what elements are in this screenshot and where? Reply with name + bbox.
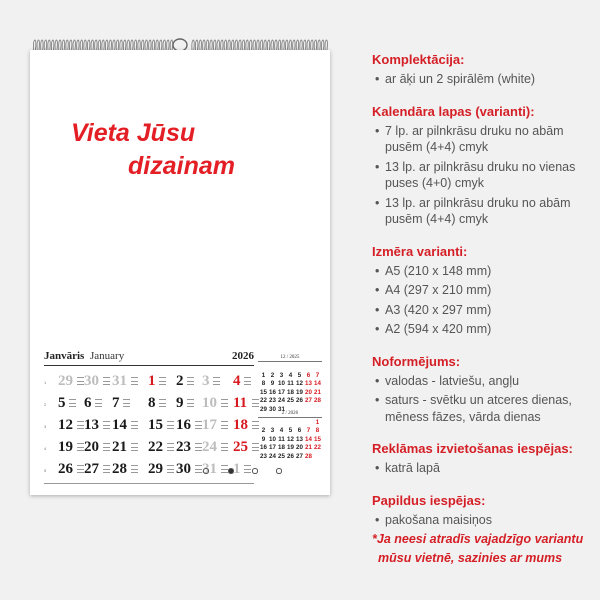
name-day-line: [123, 406, 130, 407]
mini-prev-day: 31: [278, 405, 285, 413]
section-item: [375, 123, 564, 156]
name-day-line: [221, 443, 228, 444]
calendar-day: 26: [58, 461, 73, 477]
section-item-text: pusēm (4+4) cmyk: [385, 140, 489, 154]
name-day-line: [103, 377, 110, 378]
section-item-text: valodas - latviešu, angļu: [385, 373, 520, 388]
mini-prev-day: 11: [287, 380, 294, 388]
name-day-line: [221, 428, 228, 429]
mini-prev-day: 21: [314, 388, 321, 396]
mini-next-day: 5: [288, 427, 293, 435]
mini-next-day: 18: [278, 444, 285, 452]
mini-next-day: 14: [305, 435, 312, 443]
bullet-icon: •: [375, 72, 380, 86]
week-number: 3: [44, 424, 47, 429]
section-item-line: [375, 409, 572, 426]
mini-prev-day: 28: [314, 397, 321, 405]
name-day-line: [221, 399, 228, 400]
calendar-day: 9: [176, 395, 184, 411]
name-day-line: [159, 381, 166, 382]
name-day-line: [252, 425, 259, 426]
calendar-day: 1: [233, 461, 241, 477]
design-placeholder-line1: Vieta Jūsu: [71, 119, 196, 147]
name-day-line: [77, 428, 84, 429]
section-item: [375, 263, 491, 280]
name-day-line: [252, 399, 259, 400]
name-day-line: [159, 406, 166, 407]
name-day-line: [221, 450, 228, 451]
section-item: [375, 512, 492, 529]
section-item-text: puses (4+0) cmyk: [385, 176, 484, 190]
mini-prev-day: 3: [279, 372, 284, 379]
section-item: [375, 71, 535, 88]
mini-prev-day: 29: [260, 405, 267, 413]
name-day-line: [221, 447, 228, 448]
name-day-line: [131, 377, 138, 378]
section-item: [375, 321, 491, 338]
footnote-line-1: *Ja neesi atradīs vajadzīgo variantu: [372, 532, 584, 546]
section-item: [375, 195, 571, 228]
calendar-day: 18: [233, 417, 248, 433]
name-day-line: [103, 384, 110, 385]
name-day-line: [131, 465, 138, 466]
mini-prev-day: 20: [305, 388, 312, 396]
section-item-text: A2 (594 x 420 mm): [385, 322, 492, 336]
name-day-line: [187, 384, 194, 385]
name-day-line: [167, 447, 174, 448]
mini-next-title: 2 / 2026: [258, 410, 322, 418]
name-day-line: [167, 443, 174, 444]
name-day-line: [103, 450, 110, 451]
name-day-line: [131, 421, 138, 422]
contact-footnote: [372, 530, 583, 568]
name-day-line: [213, 384, 220, 385]
name-day-line: [195, 425, 202, 426]
name-day-line: [77, 447, 84, 448]
section-heading: Komplektācija:: [372, 52, 465, 67]
week-number: 2: [44, 402, 47, 407]
name-day-line: [252, 406, 259, 407]
name-day-line: [221, 472, 228, 473]
name-day-line: [77, 381, 84, 382]
mini-prev-title: 12 / 2025: [258, 354, 322, 362]
section-item-line: [375, 175, 575, 192]
bullet-icon: •: [375, 322, 380, 336]
name-day-line: [167, 450, 174, 451]
name-day-line: [103, 425, 110, 426]
grid-bottom-rule: [44, 483, 254, 484]
mini-next-day: 2: [261, 427, 266, 435]
moon-phase-icon: [276, 468, 282, 474]
name-day-line: [167, 425, 174, 426]
name-day-line: [95, 403, 102, 404]
name-day-line: [123, 403, 130, 404]
bullet-icon: •: [375, 195, 380, 210]
mini-next-day: 7: [306, 427, 311, 435]
mini-next-day: 13: [296, 435, 303, 443]
moon-phase-icon: [228, 468, 234, 474]
section-item-line: [375, 263, 491, 280]
mini-next-day: 21: [305, 444, 312, 452]
bullet-icon: •: [375, 512, 380, 527]
footnote-line-2: mūsu vietnē, sazinies ar mums: [378, 551, 563, 565]
calendar-header: [44, 350, 254, 364]
mini-prev-day: 7: [315, 372, 320, 379]
mini-next-day: 6: [297, 427, 302, 435]
mini-prev-day: 18: [287, 388, 294, 396]
calendar-day: 25: [233, 439, 248, 455]
mini-prev-day: 24: [278, 397, 285, 405]
mini-prev-day: 23: [269, 397, 276, 405]
name-day-line: [187, 377, 194, 378]
mini-prev-day: 26: [296, 397, 303, 405]
bullet-icon: •: [375, 373, 380, 388]
mini-next-day: 8: [315, 427, 320, 435]
name-day-line: [195, 428, 202, 429]
calendar-day: 2: [176, 373, 184, 389]
calendar-day: 13: [84, 417, 99, 433]
section-item-line: [375, 302, 491, 319]
name-day-line: [244, 377, 251, 378]
calendar-day: 11: [233, 395, 248, 411]
name-day-line: [244, 472, 251, 473]
name-day-line: [195, 450, 202, 451]
mini-prev-day: 6: [306, 372, 311, 379]
mini-next-day: 4: [279, 427, 284, 435]
mini-prev-day: 8: [261, 380, 266, 388]
mini-next-day: 23: [260, 452, 267, 460]
name-day-line: [131, 381, 138, 382]
mini-prev-day: 13: [305, 380, 312, 388]
name-day-line: [103, 381, 110, 382]
name-day-line: [77, 465, 84, 466]
header-rule: [44, 365, 254, 366]
mini-next-day: 16: [260, 444, 267, 452]
bullet-icon: •: [375, 159, 380, 174]
calendar-day: 21: [112, 439, 127, 455]
section-heading: Noformējums:: [372, 353, 461, 369]
name-day-line: [167, 472, 174, 473]
name-day-line: [187, 399, 194, 400]
name-day-line: [77, 469, 84, 470]
name-day-line: [103, 443, 110, 444]
mini-prev-day: 15: [260, 388, 267, 396]
mini-next-day: 1: [315, 419, 320, 426]
section-item-text: katrā lapā: [385, 461, 440, 475]
name-day-line: [221, 403, 228, 404]
mini-next-day: 25: [278, 452, 285, 460]
calendar-day: 28: [112, 461, 127, 477]
name-day-line: [252, 447, 259, 448]
name-day-line: [252, 403, 259, 404]
mini-prev-day: 25: [287, 397, 294, 405]
mini-prev-day: 5: [297, 372, 302, 379]
section-item-text: 13 lp. ar pilnkrāsu druku no vienas: [385, 159, 576, 174]
name-day-line: [187, 406, 194, 407]
calendar-day: 30: [176, 461, 191, 477]
moon-phase-icon: [252, 468, 258, 474]
name-day-line: [103, 421, 110, 422]
name-day-line: [77, 425, 84, 426]
design-placeholder-line2: dizainam: [128, 152, 235, 180]
calendar-day: 23: [176, 439, 191, 455]
week-number: 1: [44, 380, 47, 385]
section-item: [375, 282, 491, 299]
mini-prev-day: 1: [261, 372, 266, 379]
section-item-line: [375, 512, 492, 529]
mini-next-day: 17: [269, 444, 276, 452]
week-number: 5: [44, 468, 47, 473]
calendar-day: 6: [84, 395, 92, 411]
name-day-line: [131, 450, 138, 451]
section-heading: Kalendāra lapas (varianti):: [372, 103, 535, 119]
calendar-day: 19: [58, 439, 73, 455]
calendar-day: 16: [176, 417, 191, 433]
calendar-day: 29: [58, 373, 73, 389]
name-day-line: [131, 469, 138, 470]
name-day-line: [244, 469, 251, 470]
section-item: [375, 460, 440, 477]
calendar-day: 15: [148, 417, 163, 433]
section-item-text: 13 lp. ar pilnkrāsu druku no abām: [385, 195, 571, 210]
section-item-line: [375, 211, 571, 228]
name-day-line: [252, 443, 259, 444]
name-day-line: [131, 384, 138, 385]
calendar-day: 27: [84, 461, 99, 477]
section-item-line: [375, 321, 491, 338]
mini-next-day: 24: [269, 452, 276, 460]
section-item-line: [375, 123, 564, 140]
calendar-day: 30: [84, 373, 99, 389]
name-day-line: [213, 377, 220, 378]
name-day-line: [213, 381, 220, 382]
name-day-line: [252, 450, 259, 451]
section-item-text: pusēm (4+4) cmyk: [385, 212, 489, 226]
section-item-line: [375, 392, 572, 409]
bullet-icon: •: [375, 263, 380, 278]
calendar-day: 20: [84, 439, 99, 455]
mini-prev-day: 22: [260, 397, 267, 405]
calendar-day: 29: [148, 461, 163, 477]
name-day-line: [103, 428, 110, 429]
name-day-line: [77, 384, 84, 385]
name-day-line: [131, 472, 138, 473]
name-day-line: [252, 428, 259, 429]
mini-prev-day: 4: [288, 372, 293, 379]
calendar-day: 31: [202, 461, 217, 477]
mini-next-day: 15: [314, 435, 321, 443]
name-day-line: [195, 465, 202, 466]
name-day-line: [221, 465, 228, 466]
name-day-line: [195, 472, 202, 473]
mini-next-day: 9: [261, 435, 266, 443]
week-number: 4: [44, 446, 47, 451]
calendar-day: 8: [148, 395, 156, 411]
name-day-line: [69, 399, 76, 400]
section-item-text: A5 (210 x 148 mm): [385, 263, 492, 278]
name-day-line: [131, 425, 138, 426]
name-day-line: [244, 384, 251, 385]
calendar-day: 3: [202, 373, 210, 389]
mini-next-day: 12: [287, 435, 294, 443]
name-day-line: [159, 399, 166, 400]
name-day-line: [195, 421, 202, 422]
name-day-line: [252, 421, 259, 422]
name-day-line: [244, 465, 251, 466]
mini-prev-day: 19: [296, 388, 303, 396]
mini-next-day: 22: [314, 444, 321, 452]
name-day-line: [159, 403, 166, 404]
section-item-text: saturs - svētku un atceres dienas,: [385, 393, 572, 407]
calendar-day: 12: [58, 417, 73, 433]
mini-prev-day: 12: [296, 380, 303, 388]
name-day-line: [77, 377, 84, 378]
name-day-line: [103, 447, 110, 448]
bullet-icon: •: [375, 461, 380, 475]
calendar-day: 24: [202, 439, 217, 455]
section-item-text: 7 lp. ar pilnkrāsu druku no abām: [385, 123, 564, 138]
moon-phase-icon: [203, 468, 209, 474]
section-item-line: [375, 195, 571, 212]
name-day-line: [103, 469, 110, 470]
section-item-text: pakošana maisiņos: [385, 512, 493, 527]
section-heading: Reklāmas izvietošanas iespējas:: [372, 441, 573, 456]
section-item-text: ar āķi un 2 spirālēm (white): [385, 72, 536, 86]
section-item: [375, 373, 519, 390]
calendar-grid: [30, 50, 330, 495]
mini-next-day: 10: [269, 435, 276, 443]
name-day-line: [187, 381, 194, 382]
name-day-line: [244, 381, 251, 382]
calendar-day: 10: [202, 395, 217, 411]
section-item-line: [375, 282, 491, 299]
mini-next-day: 26: [287, 452, 294, 460]
name-day-line: [167, 428, 174, 429]
calendar-day: 4: [233, 373, 241, 389]
name-day-line: [69, 406, 76, 407]
name-day-line: [167, 421, 174, 422]
mini-prev-day: 10: [278, 380, 285, 388]
bullet-icon: •: [375, 393, 380, 407]
name-day-line: [95, 406, 102, 407]
name-day-line: [187, 403, 194, 404]
name-day-line: [95, 399, 102, 400]
name-day-line: [103, 472, 110, 473]
section-item-text: A3 (420 x 297 mm): [385, 302, 492, 317]
calendar-year: 2026: [232, 350, 254, 362]
name-day-line: [167, 469, 174, 470]
section-heading: Izmēra varianti:: [372, 243, 468, 259]
calendar-day: 22: [148, 439, 163, 455]
mini-prev-day: 16: [269, 388, 276, 396]
name-day-line: [123, 399, 130, 400]
section-item-line: [375, 460, 440, 477]
name-day-line: [195, 469, 202, 470]
name-day-line: [221, 421, 228, 422]
name-day-line: [195, 447, 202, 448]
section-item-line: [375, 373, 519, 390]
mini-prev-day: 2: [270, 372, 275, 379]
name-day-line: [167, 465, 174, 466]
section-item-line: [375, 159, 575, 176]
mini-next-day: 27: [296, 452, 303, 460]
name-day-line: [131, 428, 138, 429]
name-day-line: [159, 377, 166, 378]
name-day-line: [221, 469, 228, 470]
bullet-icon: •: [375, 123, 380, 138]
section-item: [375, 302, 491, 319]
calendar-day: 5: [58, 395, 66, 411]
name-day-line: [221, 425, 228, 426]
calendar-day: 17: [202, 417, 217, 433]
section-item-text: A4 (297 x 210 mm): [385, 283, 492, 297]
mini-prev-day: 17: [278, 388, 285, 396]
mini-next-day: 19: [287, 444, 294, 452]
calendar-day: 7: [112, 395, 120, 411]
calendar-day: 1: [148, 373, 156, 389]
section-item-line: [375, 139, 564, 156]
name-day-line: [159, 384, 166, 385]
name-day-line: [195, 443, 202, 444]
mini-next-day: 28: [305, 452, 312, 460]
name-day-line: [77, 472, 84, 473]
name-day-line: [77, 443, 84, 444]
mini-next-day: 11: [278, 435, 285, 443]
section-item: [375, 392, 572, 425]
section-item-line: [375, 71, 535, 88]
mini-next-day: 20: [296, 444, 303, 452]
calendar-day: 14: [112, 417, 127, 433]
name-day-line: [69, 403, 76, 404]
calendar-day: 31: [112, 373, 127, 389]
mini-prev-day: 27: [305, 397, 312, 405]
name-day-line: [221, 406, 228, 407]
bullet-icon: •: [375, 283, 380, 297]
name-day-line: [131, 443, 138, 444]
month-name-en: January: [90, 350, 125, 362]
mini-prev-day: 9: [270, 380, 275, 388]
section-heading: Papildus iespējas:: [372, 492, 486, 508]
mini-prev-day: 30: [269, 405, 276, 413]
section-item: [375, 159, 575, 192]
name-day-line: [131, 447, 138, 448]
name-day-line: [77, 421, 84, 422]
mini-next-day: 3: [270, 427, 275, 435]
month-name-lv: Janvāris: [44, 350, 85, 362]
name-day-line: [77, 450, 84, 451]
name-day-line: [103, 465, 110, 466]
bullet-icon: •: [375, 302, 380, 317]
mini-prev-day: 14: [314, 380, 321, 388]
section-item-text: mēness fāzes, vārda dienas: [385, 409, 541, 424]
